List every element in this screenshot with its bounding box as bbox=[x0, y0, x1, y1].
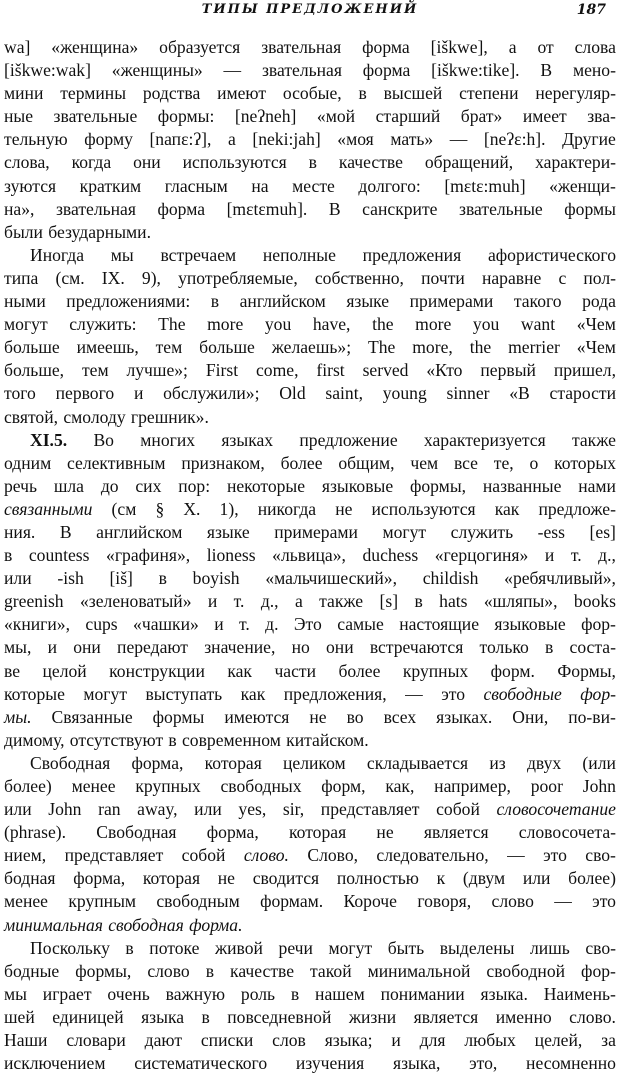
text-line: слова, когда они используются в качестве обращений, характери- bbox=[4, 152, 616, 173]
text-line: greenish «зеленоватый» и т. д., а также [s] в hats «шляпы», books bbox=[4, 591, 616, 612]
text-line: ния. В английском языке примерами могут служить -ess [es] bbox=[4, 521, 616, 542]
page-body bbox=[4, 36, 616, 1075]
text-line: димому, отсутствуют в современном китайском. bbox=[4, 729, 369, 750]
text-line: Поскольку в потоке живой речи могут быть выделены лишь сво- bbox=[30, 937, 616, 958]
text-line: в countess «графиня», lioness «львица», duchess «герцогиня» и т. д., bbox=[4, 545, 616, 566]
page-number: 187 bbox=[576, 2, 606, 18]
text-line: исключением систематического изучения языка, это, несомненно bbox=[4, 1053, 616, 1074]
page-header bbox=[0, 2, 620, 26]
text-line: или -ish [iš] в boyish «мальчишеский», childish «ребячливый», bbox=[4, 568, 616, 589]
text-line: зуются кратким гласным на месте долгого: [mɛtɛ:muh] «женщи- bbox=[4, 175, 616, 196]
text-line: wa] «женщина» образуется звательная форма [iškwe], а от слова bbox=[4, 37, 616, 57]
text-line: мы. Связанные формы имеются не во всех языках. Они, по-ви- bbox=[4, 706, 616, 727]
text-line: менее крупным свободным формам. Короче говоря, слово — это bbox=[4, 891, 616, 912]
running-title: ТИПЫ ПРЕДЛОЖЕНИЙ bbox=[201, 2, 419, 17]
text-line: ными предложениями: в английском языке примерами такого рода bbox=[4, 291, 616, 312]
text-line: на», звательная форма [mɛtɛmuh]. В санскрите звательные формы bbox=[4, 198, 616, 219]
text-line: бодные формы, слово в качестве такой минимальной свободной фор- bbox=[4, 960, 616, 981]
text-line: Свободная форма, которая целиком складывается из двух (или bbox=[30, 752, 616, 773]
text-line: XI.5. Во многих языках предложение характеризуется также bbox=[30, 429, 616, 450]
text-line: святой, смолоду грешник». bbox=[4, 406, 209, 427]
text-line: больше, тем лучше»; First come, first served «Кто первый пришел, bbox=[4, 360, 616, 381]
text-line: мы, и они передают значение, но они встречаются только в соста- bbox=[4, 637, 616, 658]
text-line: бодная форма, которая не сводится полностью к (двум или более) bbox=[4, 868, 616, 889]
text-line: ве целой конструкции как части более крупных форм. Формы, bbox=[4, 660, 616, 681]
text-line: Наши словари дают списки слов языка; и для любых целей, за bbox=[4, 1030, 616, 1051]
text-line: минимальная свободная форма. bbox=[4, 914, 243, 935]
text-line: нием, представляет собой слово. Слово, следовательно, — это сво- bbox=[4, 845, 616, 866]
text-line: (phrase). Свободная форма, которая не является словосочета- bbox=[4, 822, 616, 843]
text-line: больше имеешь, тем больше желаешь»; The more, the merrier «Чем bbox=[4, 337, 616, 358]
text-line: мы играет очень важную роль в нашем понимании языка. Наимень- bbox=[4, 983, 616, 1004]
text-line: Иногда мы встречаем неполные предложения афористического bbox=[30, 244, 616, 265]
text-line: ные звательные формы: [neʔneh] «мой старший брат» имеет зва- bbox=[4, 106, 616, 127]
text-line: одним селективным признаком, более общим, чем все те, о которых bbox=[4, 452, 616, 473]
text-line: [iškwe:wak] «женщины» — звательная форма [iškwe:tike]. В мено- bbox=[4, 60, 616, 81]
text-line: типа (см. IX. 9), употребляемые, собственно, почти наравне с пол- bbox=[4, 267, 616, 288]
text-line: тельную форму [nапɛ:ʔ], а [neki:jah] «моя мать» — [neʔɛ:h]. Другие bbox=[4, 129, 616, 150]
text-line: более) менее крупных свободных форм, как, например, poor John bbox=[4, 776, 616, 796]
text-line: были безударными. bbox=[4, 221, 151, 242]
text-line: связанными (см § X. 1), никогда не используются как предложе- bbox=[4, 498, 616, 519]
text-line: шей единицей языка в повседневной жизни является именно слово. bbox=[4, 1006, 616, 1027]
text-line: или John ran away, или yes, sir, представляет собой словосочетание bbox=[4, 799, 616, 820]
text-line: могут служить: The more you have, the more you want «Чем bbox=[4, 314, 616, 335]
text-line: речь шла до сих пор: некоторые языковые формы, названные нами bbox=[4, 475, 616, 496]
text-line: того первого и обслужили»; Old saint, young sinner «В старости bbox=[4, 383, 616, 404]
text-line: которые могут выступать как предложения, — это свободные фор- bbox=[4, 683, 616, 704]
text-line: мини термины родства имеют особые, в высшей степени нерегуляр- bbox=[4, 83, 616, 104]
text-line: «книги», cups «чашки» и т. д. Это самые настоящие языковые фор- bbox=[4, 614, 616, 635]
